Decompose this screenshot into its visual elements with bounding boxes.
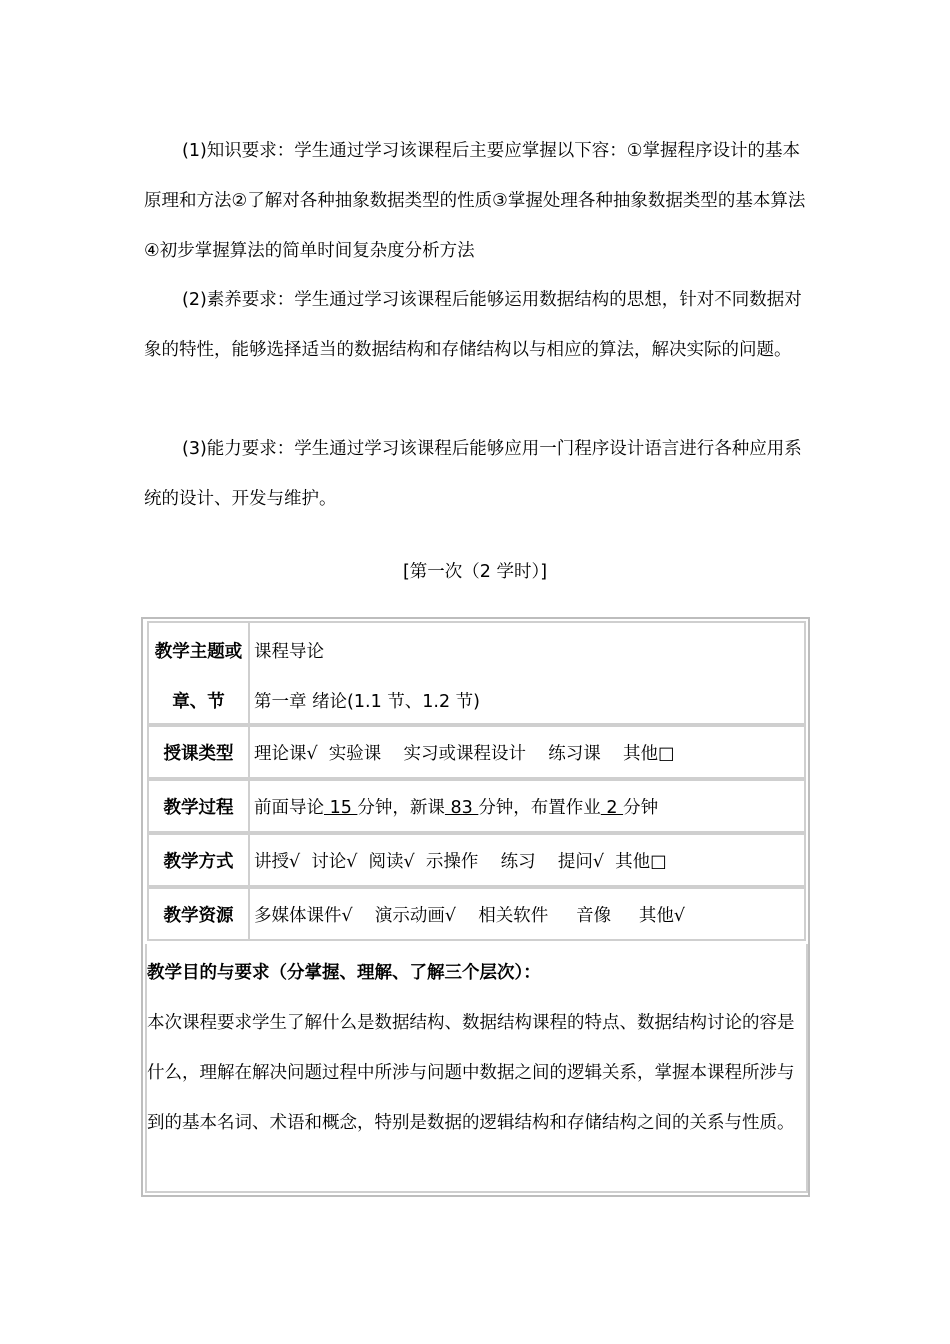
topic-header-line2: 章、节 <box>172 692 225 712</box>
course-type-value: 理论课√ 实验课 实习或课程设计 练习课 其他□ <box>254 744 675 764</box>
new-lesson-minutes: 83 <box>444 798 479 818</box>
topic-value-line1: 课程导论 <box>254 642 324 662</box>
objectives-body: 本次课程要求学生了解什么是数据结构、数据结构课程的特点、数据结构讨论的容是什么，理解在解决问题过程中所涉与问题中数据之间的逻辑关系，掌握本课程所涉与到的基本名词、术语和概念，特别是数据的逻辑结构和存储结构之间的关系与性质。 <box>147 1013 795 1133</box>
minutes-unit: 分钟 <box>623 798 659 818</box>
topic-value-cell <box>250 621 806 725</box>
course-type-value-cell <box>250 725 806 779</box>
homework-label: 分钟，布置作业 <box>478 798 601 818</box>
method-value: 讲授√ 讨论√ 阅读√ 示操作 练习 提问√ 其他□ <box>254 852 667 872</box>
intro-label: 前面导论 <box>254 798 324 818</box>
resources-value: 多媒体课件√ 演示动画√ 相关软件 音像 其他√ <box>254 906 686 926</box>
method-row <box>147 833 806 887</box>
objectives-title: 教学目的与要求（分掌握、理解、了解三个层次）： <box>147 963 541 983</box>
method-header-cell <box>147 833 250 887</box>
topic-header-cell <box>147 621 250 725</box>
topic-value-line2: 第一章 绪论(1.1 节、1.2 节) <box>254 692 481 712</box>
ability-requirement-text: (3)能力要求：学生通过学习该课程后能够应用一门程序设计语言进行各种应用系统的设计、开发与维护。 <box>144 439 802 509</box>
process-value <box>254 783 658 833</box>
new-lesson-label: 分钟，新课 <box>357 798 445 818</box>
course-type-header: 授课类型 <box>163 744 234 764</box>
resources-value-cell <box>250 887 806 941</box>
ability-requirement-paragraph <box>144 424 806 524</box>
process-header: 教学过程 <box>163 798 234 818</box>
resources-header: 教学资源 <box>163 906 234 926</box>
resources-row <box>147 887 806 941</box>
session-label: [第一次（2 学时）] <box>402 562 548 582</box>
intro-minutes: 15 <box>324 798 358 818</box>
process-row <box>147 779 806 833</box>
lesson-table <box>141 617 810 1197</box>
topic-row <box>147 621 806 725</box>
objectives-cell <box>145 944 808 1193</box>
course-type-row <box>147 725 806 779</box>
course-type-header-cell <box>147 725 250 779</box>
process-header-cell <box>147 779 250 833</box>
topic-header-line1: 教学主题或 <box>154 642 243 662</box>
method-value-cell <box>250 833 806 887</box>
quality-requirement-text: (2)素养要求：学生通过学习该课程后能够运用数据结构的思想，针对不同数据对象的特性，能够选择适当的数据结构和存储结构以与相应的算法，解决实际的问题。 <box>144 290 802 360</box>
knowledge-requirement-paragraph <box>144 126 806 276</box>
process-value-cell <box>250 779 806 833</box>
resources-header-cell <box>147 887 250 941</box>
quality-requirement-paragraph <box>144 275 806 375</box>
knowledge-requirement-text: (1)知识要求：学生通过学习该课程后主要应掌握以下容：①掌握程序设计的基本原理和方法②了解对各种抽象数据类型的性质③掌握处理各种抽象数据类型的基本算法④初步掌握算法的简单时间复杂度分析方法 <box>144 141 806 261</box>
homework-minutes: 2 <box>600 798 624 818</box>
method-header: 教学方式 <box>163 852 234 872</box>
